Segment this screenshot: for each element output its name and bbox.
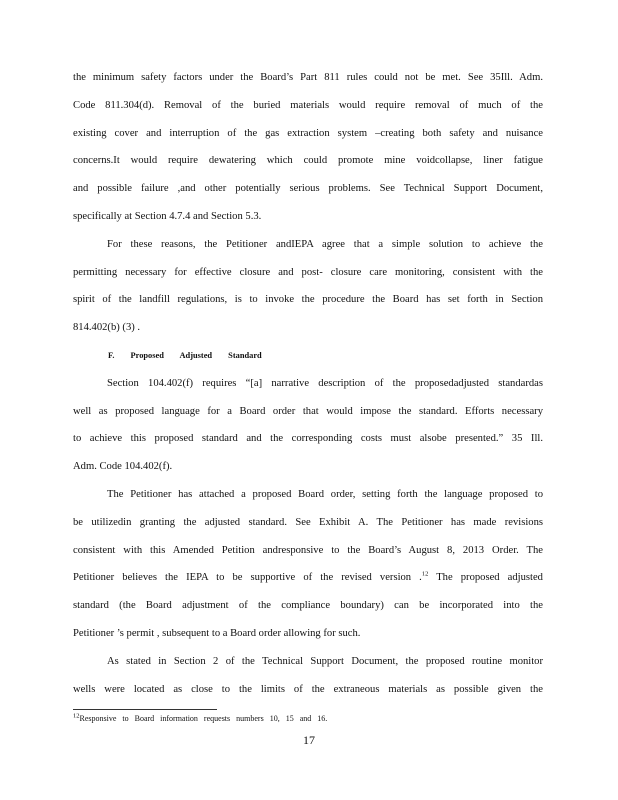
paragraph-reasons xyxy=(73,231,543,342)
paragraph-safety-factors xyxy=(73,64,543,231)
text-line: Code 811.304(d). Removal of the buried materials would require removal of much of the xyxy=(73,99,543,111)
page-number: 17 xyxy=(303,733,315,747)
text-line: permitting necessary for effective closure and post- closure care monitoring, consistent with the xyxy=(73,266,543,278)
footnote-divider xyxy=(73,709,217,710)
text-line: As stated in Section 2 of the Technical Support Document, the proposed routine monitor xyxy=(107,655,543,667)
text-line: standard (the Board adjustment of the compliance boundary) can be incorporated into the xyxy=(73,600,543,612)
paragraph-monitor-wells xyxy=(73,648,543,704)
text-line: consistent with this Amended Petition andresponsive to the Board’s August 8, 2013 Order. The xyxy=(73,544,543,556)
text-line: existing cover and interruption of the gas extraction system –creating both safety and nuisance xyxy=(73,127,543,139)
text-line: For these reasons, the Petitioner andIEPA agree that a simple solution to achieve the xyxy=(107,238,543,250)
text-line xyxy=(73,564,543,592)
text-line: Section 104.402(f) requires “[a] narrative description of the proposedadjusted standardas xyxy=(107,377,543,389)
text-line: and possible failure ,and other potentially serious problems. See Technical Support Document, xyxy=(73,183,543,195)
text-segment: The proposed adjusted xyxy=(428,572,543,584)
paragraph-board-order xyxy=(73,481,543,648)
text-line: the minimum safety factors under the Board’s Part 811 rules could not be met. See 35Ill. Adm. xyxy=(73,72,543,83)
text-line: concerns.It would require dewatering which could promote mine voidcollapse, liner fatigue xyxy=(73,155,543,167)
text-line: spirit of the landfill regulations, is to invoke the procedure the Board has set forth in Section xyxy=(73,294,543,306)
footnote xyxy=(73,713,543,724)
text-line: to achieve this proposed standard and the corresponding costs must alsobe presented.” 35 Ill. xyxy=(73,433,543,445)
footnote-reference[interactable]: 12 xyxy=(421,570,429,578)
text-line: Adm. Code 104.402(f). xyxy=(73,461,173,473)
footnote-number: 12 xyxy=(73,712,80,720)
text-line: Petitioner ’s permit , subsequent to a Board order allowing for such. xyxy=(73,627,361,639)
text-line: wells were located as close to the limits of the extraneous materials as possible given the xyxy=(73,683,543,695)
footnote-text: Responsive to Board information requests numbers 10, 15 and 16. xyxy=(79,714,328,723)
text-line: 814.402(b) (3) . xyxy=(73,322,141,334)
text-line: The Petitioner has attached a proposed Board order, setting forth the language proposed to xyxy=(107,488,543,500)
body-text xyxy=(73,64,543,703)
text-line: be utilizedin granting the adjusted standard. See Exhibit A. The Petitioner has made revisions xyxy=(73,516,543,528)
text-segment: Petitioner believes the IEPA to be supportive of the revised version . xyxy=(73,572,422,584)
text-line: well as proposed language for a Board order that would impose the standard. Efforts necessary xyxy=(73,405,543,417)
section-heading: F. Proposed Adjusted Standard xyxy=(108,350,262,360)
text-line: specifically at Section 4.7.4 and Section 5.3. xyxy=(73,210,262,222)
paragraph-section-104 xyxy=(73,370,543,481)
